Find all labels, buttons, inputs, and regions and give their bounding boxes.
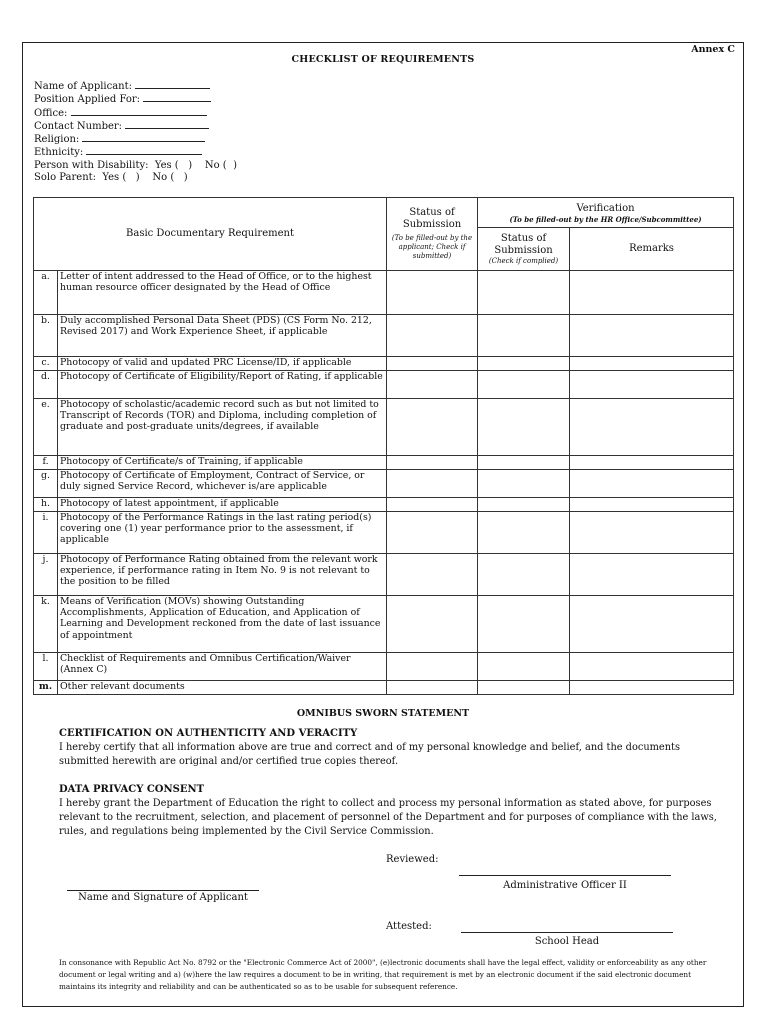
reviewer-signature-line[interactable]: [459, 875, 671, 876]
table-row: l. Checklist of Requirements and Omnibus Certification/Waiver (Annex C): [34, 653, 734, 681]
solo-parent-field[interactable]: Solo Parent: Yes ( ) No ( ): [34, 172, 188, 184]
requirements-table: [33, 197, 734, 695]
page-title: CHECKLIST OF REQUIREMENTS: [291, 54, 475, 65]
remarks-cell[interactable]: [570, 470, 734, 498]
requirement-header: Basic Documentary Requirement: [34, 198, 387, 271]
status-cell[interactable]: [387, 371, 478, 399]
status-cell[interactable]: [387, 554, 478, 596]
contact-blank[interactable]: [125, 120, 209, 129]
status-cell[interactable]: [387, 271, 478, 315]
certification-heading: CERTIFICATION ON AUTHENTICITY AND VERACITY: [59, 728, 358, 739]
table-row: f. Photocopy of Certificate/s of Training, if applicable: [34, 456, 734, 470]
school-head-label: School Head: [534, 936, 600, 947]
ethnicity-label: Ethnicity:: [34, 147, 84, 159]
ver-status-cell[interactable]: [478, 498, 570, 512]
status-cell[interactable]: [387, 512, 478, 554]
remarks-cell[interactable]: [570, 681, 734, 695]
remarks-cell[interactable]: [570, 357, 734, 371]
table-row: d. Photocopy of Certificate of Eligibility/Report of Rating, if applicable: [34, 371, 734, 399]
status-cell[interactable]: [387, 470, 478, 498]
school-head-signature-line[interactable]: [461, 932, 673, 933]
position-blank[interactable]: [143, 93, 211, 102]
applicant-signature-line[interactable]: [67, 890, 259, 891]
annex-label: Annex C: [691, 44, 735, 55]
religion-field[interactable]: [34, 133, 237, 146]
remarks-cell[interactable]: [570, 315, 734, 357]
status-cell[interactable]: [387, 357, 478, 371]
table-row: a. Letter of intent addressed to the Head of Office, or to the highest human resource officer designated by the Head of Office: [34, 271, 734, 315]
table-row: i. Photocopy of the Performance Ratings in the last rating period(s) covering one (1) year performance prior to the assessment, if applicable: [34, 512, 734, 554]
table-row: g. Photocopy of Certificate of Employment, Contract of Service, or duly signed Service Record, whichever is/are applicable: [34, 470, 734, 498]
applicant-fields: [34, 80, 237, 184]
applicant-signature-label: Name and Signature of Applicant: [78, 892, 248, 903]
table-row: k. Means of Verification (MOVs) showing Outstanding Accomplishments, Application of Education, and Application of Learning and Development reckoned from the date of last issuance of appointment: [34, 596, 734, 653]
ver-status-cell[interactable]: [478, 554, 570, 596]
status-cell[interactable]: [387, 653, 478, 681]
attested-label: Attested:: [386, 921, 432, 932]
verification-header: Verification (To be filled-out by the HR Office/Subcommittee): [478, 198, 734, 228]
certification-section: [59, 727, 719, 769]
ver-status-cell[interactable]: [478, 653, 570, 681]
status-cell[interactable]: [387, 399, 478, 456]
religion-label: Religion:: [34, 134, 80, 146]
remarks-cell[interactable]: [570, 399, 734, 456]
ethnicity-field[interactable]: [34, 146, 237, 159]
remarks-header: Remarks: [570, 228, 734, 271]
remarks-cell[interactable]: [570, 554, 734, 596]
status-cell[interactable]: [387, 456, 478, 470]
certification-text: I hereby certify that all information above are true and correct and of my personal knowledge and belief, and the documents submitted herewith are original and/or certified true copies thereof.: [59, 742, 680, 767]
status-cell[interactable]: [387, 315, 478, 357]
ver-status-header: Status of Submission (Check if complied): [478, 228, 570, 271]
remarks-cell[interactable]: [570, 456, 734, 470]
table-row: h. Photocopy of latest appointment, if applicable: [34, 498, 734, 512]
status-cell[interactable]: [387, 596, 478, 653]
status-header: Status of Submission (To be filled-out by the applicant; Check if submitted): [387, 198, 478, 271]
contact-label: Contact Number:: [34, 120, 123, 132]
ver-status-cell[interactable]: [478, 399, 570, 456]
name-field[interactable]: [34, 80, 237, 93]
position-field[interactable]: [34, 93, 237, 106]
position-label: Position Applied For:: [34, 94, 141, 106]
remarks-cell[interactable]: [570, 653, 734, 681]
remarks-cell[interactable]: [570, 271, 734, 315]
reviewed-label: Reviewed:: [386, 854, 439, 865]
office-field[interactable]: [34, 107, 237, 120]
ver-status-cell[interactable]: [478, 456, 570, 470]
contact-field[interactable]: [34, 120, 237, 133]
office-label: Office:: [34, 107, 68, 119]
ethnicity-blank[interactable]: [86, 146, 202, 155]
table-row: j. Photocopy of Performance Rating obtained from the relevant work experience, if performance rating in Item No. 9 is not relevant to the position to be filled: [34, 554, 734, 596]
ver-status-cell[interactable]: [478, 596, 570, 653]
office-blank[interactable]: [71, 107, 207, 116]
table-row: c. Photocopy of valid and updated PRC License/ID, if applicable: [34, 357, 734, 371]
table-row: e. Photocopy of scholastic/academic record such as but not limited to Transcript of Records (TOR) and Diploma, including completion of graduate and post-graduate units/degrees, if available: [34, 399, 734, 456]
pwd-field[interactable]: Person with Disability: Yes ( ) No ( ): [34, 159, 237, 171]
legal-footnote: In consonance with Republic Act No. 8792 or the "Electronic Commerce Act of 2000", (e)lectronic documents shall have the legal effect, validity or enforceability as any other document or legal writing and a) (w)here the law requires a document to be in writing, that requirement is met by an electronic document if the said electronic document maintains its integrity and reliability and can be authenticated so as to be usable for subsequent reference.: [59, 958, 707, 991]
remarks-cell[interactable]: [570, 371, 734, 399]
ver-status-cell[interactable]: [478, 271, 570, 315]
admin-officer-label: Administrative Officer II: [503, 880, 627, 891]
ver-status-cell[interactable]: [478, 357, 570, 371]
document-page: [22, 42, 744, 1007]
ver-status-cell[interactable]: [478, 315, 570, 357]
ver-status-cell[interactable]: [478, 681, 570, 695]
remarks-cell[interactable]: [570, 498, 734, 512]
table-row: m. Other relevant documents: [34, 681, 734, 695]
privacy-section: [59, 783, 719, 839]
table-row: b. Duly accomplished Personal Data Sheet (PDS) (CS Form No. 212, Revised 2017) and Work Experience Sheet, if applicable: [34, 315, 734, 357]
ver-status-cell[interactable]: [478, 512, 570, 554]
ver-status-cell[interactable]: [478, 371, 570, 399]
status-cell[interactable]: [387, 498, 478, 512]
status-cell[interactable]: [387, 681, 478, 695]
name-blank[interactable]: [135, 80, 210, 89]
religion-blank[interactable]: [82, 133, 205, 142]
privacy-text: I hereby grant the Department of Education the right to collect and process my personal information as stated above, for purposes relevant to the recruitment, selection, and placement of personnel of the Department and for purposes of compliance with the laws, rules, and regulations being implemented by the Civil Service Commission.: [59, 798, 717, 837]
remarks-cell[interactable]: [570, 512, 734, 554]
name-label: Name of Applicant:: [34, 81, 133, 92]
sworn-statement-title: OMNIBUS SWORN STATEMENT: [296, 708, 470, 719]
remarks-cell[interactable]: [570, 596, 734, 653]
ver-status-cell[interactable]: [478, 470, 570, 498]
privacy-heading: DATA PRIVACY CONSENT: [59, 784, 205, 795]
